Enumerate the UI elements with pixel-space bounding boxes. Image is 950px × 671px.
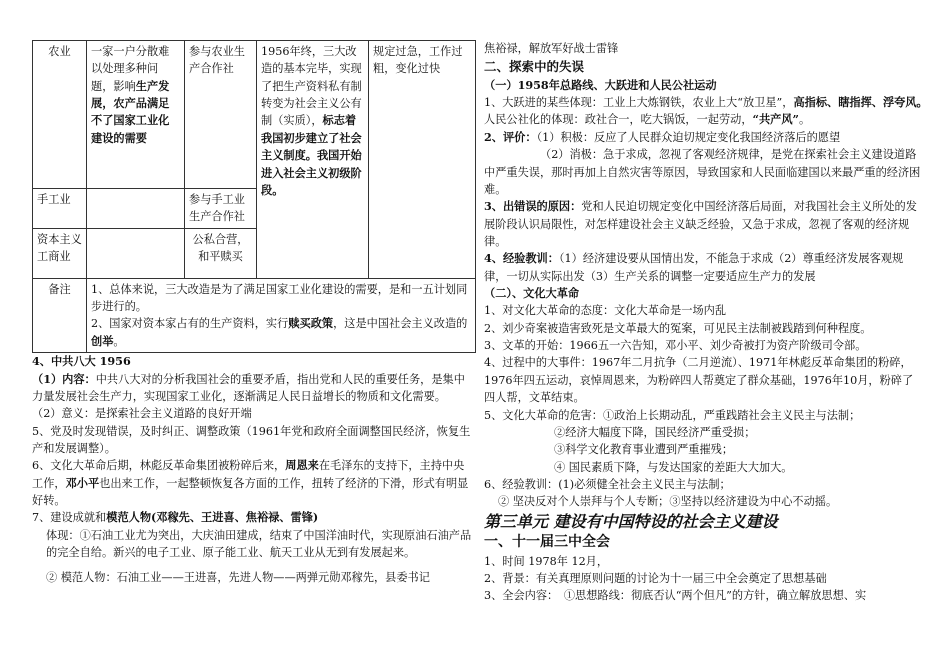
- paragraph: 1、大跃进的某些体现：工业上大炼钢铁，农业上大“放卫星”，高指标、瞎指挥、浮夸风。 人民公社化的体现：政社合一，吃大锅饭，一起劳动，“共产风”。: [484, 95, 923, 127]
- paragraph: 焦裕禄，解放军好战士雷锋: [484, 42, 619, 55]
- table-cell: [87, 189, 185, 229]
- paragraph: 6、经验教训：(1)必须健全社会主义民主与法制；: [484, 478, 731, 491]
- table-row: [33, 41, 476, 189]
- paragraph: 6、文化大革命后期，林彪反革命集团被粉碎后来，周恩来在毛泽东的支持下，主持中央工作，邓小平也出来工作，一起整顿恢复各方面的工作，扭转了经济的下滑，形式有明显好转。: [32, 458, 469, 508]
- table-cell: 手工业: [33, 189, 87, 229]
- paragraph: 体现：①石油工业尤为突出，大庆油田建成，结束了中国洋油时代，实现原油石油产品的完全自给。新兴的电子工业、原子能工业、航天工业从无到有发展起来。: [46, 528, 472, 560]
- paragraph: 3、全会内容： ①思想路线：彻底否认“两个但凡”的方针，确立解放思想、实: [484, 589, 867, 603]
- paragraph: 7、建设成就和模范人物(邓稼先、王进喜、焦裕禄、雷锋): [32, 510, 319, 525]
- unit-heading: 第三单元 建设有中国特设的社会主义建设: [484, 511, 778, 531]
- paragraph: ③科学文化教育事业遭到严重摧残；: [554, 443, 734, 457]
- table-cell: 资本主义工商业: [33, 228, 87, 278]
- paragraph: ④ 国民素质下降，与发达国家的差距大大加大。: [554, 460, 793, 474]
- paragraph: ② 坚决反对个人崇拜与个人专断；③坚持以经济建设为中心不动摇。: [498, 495, 838, 509]
- paragraph: 4、经验教训：（1）经济建设要从国情出发，不能急于求成（2）尊重经济发展客观规律，一切从实际出发（3）生产关系的调整一定要适应生产力的发展: [484, 251, 904, 283]
- paragraph: 2、评价：（1）积极：反应了人民群众迫切规定变化我国经济落后的愿望: [484, 129, 841, 144]
- paragraph: 2、背景：有关真理原则问题的讨论为十一届三中全会奠定了思想基础: [484, 572, 827, 586]
- paragraph: 1、对文化大革命的态度：文化大革命是一场内乱: [484, 304, 727, 318]
- table-cell: 公私合营， 和平赎买: [185, 228, 257, 278]
- section-heading: 一、十一届三中全会: [484, 534, 610, 551]
- right-column: [484, 40, 924, 605]
- table-cell: 一家一户分散难以处理多种问题，影响生产发展，农产品满足不了国家工业化建设的需要: [87, 41, 185, 189]
- paragraph: 1、时间 1978年 12月，: [484, 554, 609, 568]
- subsection-heading: （二）、文化大革命: [484, 286, 580, 301]
- section-heading: 4、中共八大 1956: [32, 354, 131, 369]
- section-heading: 二、探索中的失误: [484, 59, 585, 75]
- table-row: [33, 278, 476, 352]
- socialist-transformation-table: [32, 40, 476, 353]
- table-cell: 规定过急，工作过粗，变化过快: [369, 41, 476, 279]
- paragraph: 4、过程中的大事件：1967年二月抗争（二月逆流）、1971年林彪反革命集团的粉碎，1976年四五运动，哀悼周恩来，为粉碎四人帮奠定了群众基础，1976年10月，粉碎了四人帮，文革结束。: [484, 356, 914, 405]
- paragraph: ②经济大幅度下降，国民经济严重受损；: [554, 425, 756, 439]
- table-cell: 1、总体来说，三大改造是为了满足国家工业化建设的需要，是和一五计划同步进行的。 2、国家对资本家占有的生产资料，实行赎买政策，这是中国社会主义改造的创举。: [87, 278, 476, 352]
- table-cell: 备注: [33, 278, 87, 352]
- paragraph: 2、刘少奇案被造害致死是文革最大的冤案，可见民主法制被践踏到何种程度。: [484, 321, 872, 335]
- table-cell: 参与手工业生产合作社: [185, 189, 257, 229]
- paragraph: 5、党及时发现错误，及时纠正、调整政策（1961年党和政府全面调整国民经济，恢复生产和发展调整）。: [32, 424, 471, 455]
- table-cell: [87, 228, 185, 278]
- paragraph: （2）意义：是探索社会主义道路的良好开端: [32, 407, 252, 421]
- paragraph: ② 模范人物：石油工业——王进喜，先进人物——两弹元勋邓稼先，县委书记: [46, 571, 430, 585]
- table-cell: 1956年终，三大改造的基本完毕，实现了把生产资料私有制转变为社会主义公有制（实质），标志着我国初步建立了社会主义制度。我国开始进入社会主义初级阶段。: [257, 41, 369, 279]
- paragraph: 3、文革的开始：1966五一六告知，邓小平、刘少奇被打为资产阶级司令部。: [484, 339, 867, 353]
- paragraph: 3、出错误的原因：党和人民迫切规定变化中国经济落后局面，对我国社会主义所处的发展阶段认识局限性，对怎样建设社会主义缺乏经验，又急于求成，忽视了客观的经济规律。: [484, 199, 917, 248]
- paragraph: （1）内容：中共八大对的分析我国社会的重要矛盾，指出党和人民的重要任务，是集中力量发展社会生产力，实现国家工业化，逐渐满足人民日益增长的物质和文化需要。: [32, 371, 465, 403]
- table-cell: 参与农业生产合作社: [185, 41, 257, 189]
- subsection-heading: （一）1958年总路线、大跃进和人民公社运动: [484, 77, 717, 92]
- table-cell: 农业: [33, 41, 87, 189]
- paragraph: （2）消极：急于求成，忽视了客观经济规律，是党在探索社会主义建设道路中严重失误，那时再加上自然灾害等原因，导致国家和人民面临建国以来最严重的经济困难。: [484, 148, 921, 196]
- paragraph: 5、文化大革命的危害：①政治上长期动乱，严重践踏社会主义民主与法制；: [484, 408, 861, 422]
- left-column: [32, 40, 475, 587]
